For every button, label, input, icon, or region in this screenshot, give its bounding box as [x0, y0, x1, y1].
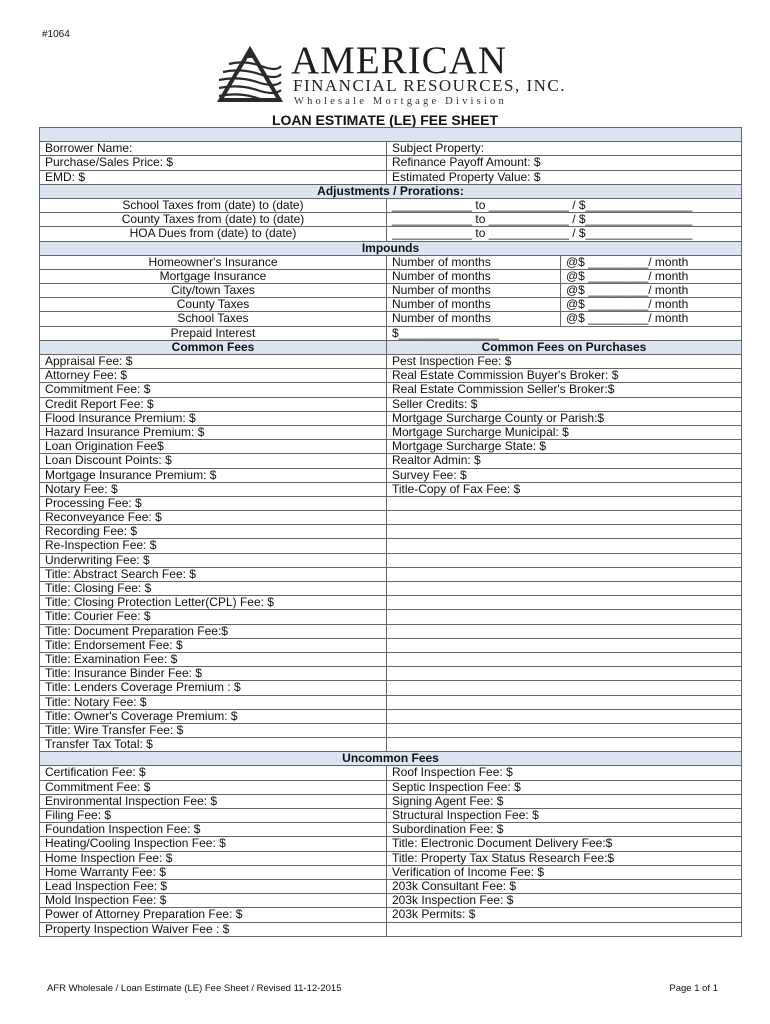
impound-label: County Taxes: [40, 298, 387, 312]
fee-field[interactable]: Title: Notary Fee: $: [40, 695, 387, 709]
fee-field[interactable]: Commitment Fee: $: [40, 780, 387, 794]
fee-field[interactable]: Survey Fee: $: [387, 468, 742, 482]
impound-row: [40, 312, 742, 326]
fee-field[interactable]: Lead Inspection Fee: $: [40, 879, 387, 893]
fee-field[interactable]: Mold Inspection Fee: $: [40, 894, 387, 908]
common-fees-header: [40, 340, 742, 354]
fee-field[interactable]: 203k Inspection Fee: $: [387, 894, 742, 908]
fee-field[interactable]: Recording Fee: $: [40, 525, 387, 539]
impound-months-field[interactable]: Number of months: [387, 255, 561, 269]
fee-field[interactable]: Environmental Inspection Fee: $: [40, 794, 387, 808]
fee-field[interactable]: Title: Owner's Coverage Premium: $: [40, 709, 387, 723]
fee-field[interactable]: Home Warranty Fee: $: [40, 865, 387, 879]
table-row: [40, 624, 742, 638]
fee-field[interactable]: Transfer Tax Total: $: [40, 738, 387, 752]
subject-property-field[interactable]: Subject Property:: [387, 142, 742, 156]
fee-field[interactable]: Structural Inspection Fee: $: [387, 809, 742, 823]
footer-page-number: Page 1 of 1: [669, 983, 718, 994]
fee-field[interactable]: [387, 496, 742, 510]
table-row: [40, 425, 742, 439]
company-logo: [215, 39, 567, 108]
fee-field[interactable]: Title-Copy of Fax Fee: $: [387, 482, 742, 496]
fee-field[interactable]: [387, 922, 742, 936]
adjustment-label: HOA Dues from (date) to (date): [40, 227, 387, 241]
header-band: [40, 128, 742, 142]
fee-field[interactable]: [387, 567, 742, 581]
footer-revision: AFR Wholesale / Loan Estimate (LE) Fee Sheet / Revised 11-12-2015: [47, 983, 342, 994]
uncommon-fees-title: Uncommon Fees: [40, 752, 742, 766]
fee-field[interactable]: [387, 511, 742, 525]
fee-field[interactable]: Re-Inspection Fee: $: [40, 539, 387, 553]
impound-rate-field[interactable]: @$ _________/ month: [561, 298, 742, 312]
table-row: [40, 723, 742, 737]
table-row: [40, 894, 742, 908]
table-row: [40, 879, 742, 893]
refinance-payoff-field[interactable]: Refinance Payoff Amount: $: [387, 156, 742, 170]
fee-field[interactable]: [387, 610, 742, 624]
fee-field[interactable]: Title: Document Preparation Fee:$: [40, 624, 387, 638]
table-row: [40, 695, 742, 709]
impound-label: School Taxes: [40, 312, 387, 326]
fee-field[interactable]: Seller Credits: $: [387, 397, 742, 411]
prepaid-interest-row: [40, 326, 742, 340]
table-row: [40, 411, 742, 425]
fee-field[interactable]: Commitment Fee: $: [40, 383, 387, 397]
impound-label: Homeowner's Insurance: [40, 255, 387, 269]
common-fees-list: [40, 355, 742, 752]
adjustment-label: County Taxes from (date) to (date): [40, 213, 387, 227]
fee-field[interactable]: Title: Endorsement Fee: $: [40, 638, 387, 652]
fee-field[interactable]: Real Estate Commission Buyer's Broker: $: [387, 369, 742, 383]
impound-months-field[interactable]: Number of months: [387, 298, 561, 312]
table-row: [40, 766, 742, 780]
fee-field[interactable]: Title: Electronic Document Delivery Fee:$: [387, 837, 742, 851]
fee-field[interactable]: [387, 709, 742, 723]
pyramid-flag-icon: [215, 44, 285, 104]
fee-field[interactable]: [387, 525, 742, 539]
fee-field[interactable]: [387, 553, 742, 567]
table-row: [40, 709, 742, 723]
impound-rate-field[interactable]: @$ _________/ month: [561, 255, 742, 269]
fee-field[interactable]: Certification Fee: $: [40, 766, 387, 780]
uncommon-fees-header: [40, 752, 742, 766]
fee-field[interactable]: [387, 624, 742, 638]
table-row: [40, 369, 742, 383]
fee-field[interactable]: Loan Origination Fee$: [40, 440, 387, 454]
document-number: #1064: [42, 29, 70, 40]
table-row: [40, 823, 742, 837]
fee-field[interactable]: [387, 582, 742, 596]
logo-division: Wholesale Mortgage Division: [294, 96, 507, 107]
fee-field[interactable]: Title: Insurance Binder Fee: $: [40, 667, 387, 681]
impound-row: [40, 284, 742, 298]
impound-months-field[interactable]: Number of months: [387, 312, 561, 326]
impound-row: [40, 269, 742, 283]
fee-field[interactable]: [387, 723, 742, 737]
fee-field[interactable]: Processing Fee: $: [40, 496, 387, 510]
fee-field[interactable]: Home Inspection Fee: $: [40, 851, 387, 865]
adjustment-row: [40, 227, 742, 241]
logo-subtitle: FINANCIAL RESOURCES, INC.: [293, 76, 567, 95]
table-row: [40, 397, 742, 411]
table-row: [40, 482, 742, 496]
table-row: [40, 865, 742, 879]
impound-months-field[interactable]: Number of months: [387, 269, 561, 283]
adjustments-title: Adjustments / Prorations:: [40, 184, 742, 198]
fee-field[interactable]: Loan Discount Points: $: [40, 454, 387, 468]
fee-field[interactable]: Title: Courier Fee: $: [40, 610, 387, 624]
fee-field[interactable]: Mortgage Surcharge Municipal: $: [387, 425, 742, 439]
table-row: [40, 652, 742, 666]
fee-field[interactable]: Verification of Income Fee: $: [387, 865, 742, 879]
impounds-title: Impounds: [40, 241, 742, 255]
fee-field[interactable]: Realtor Admin: $: [387, 454, 742, 468]
fee-field[interactable]: [387, 667, 742, 681]
adjustment-row: [40, 213, 742, 227]
table-row: [40, 454, 742, 468]
prepaid-interest-label: Prepaid Interest: [40, 326, 387, 340]
adjustment-input[interactable]: ____________ to ____________ / $________________: [387, 198, 742, 212]
fee-field[interactable]: Appraisal Fee: $: [40, 355, 387, 369]
emd-field[interactable]: EMD: $: [40, 170, 387, 184]
fee-field[interactable]: [387, 695, 742, 709]
fee-field[interactable]: Title: Lenders Coverage Premium : $: [40, 681, 387, 695]
fee-field[interactable]: Reconveyance Fee: $: [40, 511, 387, 525]
table-row: [40, 511, 742, 525]
fee-field[interactable]: Underwriting Fee: $: [40, 553, 387, 567]
table-row: [40, 794, 742, 808]
adjustment-input[interactable]: ____________ to ____________ / $________________: [387, 227, 742, 241]
table-row: [40, 837, 742, 851]
table-row: [40, 610, 742, 624]
fee-field[interactable]: Title: Closing Fee: $: [40, 582, 387, 596]
table-row: [40, 667, 742, 681]
impound-row: [40, 298, 742, 312]
fee-field[interactable]: Power of Attorney Preparation Fee: $: [40, 908, 387, 922]
page-title: LOAN ESTIMATE (LE) FEE SHEET: [271, 112, 499, 128]
impound-rate-field[interactable]: @$ _________/ month: [561, 312, 742, 326]
fee-field[interactable]: Mortgage Surcharge County or Parish:$: [387, 411, 742, 425]
borrower-row: [40, 142, 742, 156]
table-row: [40, 383, 742, 397]
fee-field[interactable]: [387, 638, 742, 652]
table-row: [40, 738, 742, 752]
fee-field[interactable]: Mortgage Insurance Premium: $: [40, 468, 387, 482]
table-row: [40, 355, 742, 369]
table-row: [40, 539, 742, 553]
fee-field[interactable]: Mortgage Surcharge State: $: [387, 440, 742, 454]
fee-field[interactable]: Property Inspection Waiver Fee : $: [40, 922, 387, 936]
fee-sheet-table: [39, 127, 742, 937]
fee-field[interactable]: Title: Property Tax Status Research Fee:$: [387, 851, 742, 865]
fee-field[interactable]: Hazard Insurance Premium: $: [40, 425, 387, 439]
price-row: [40, 156, 742, 170]
logo-name: AMERICAN: [291, 39, 508, 82]
emd-row: [40, 170, 742, 184]
table-row: [40, 468, 742, 482]
fee-field[interactable]: Attorney Fee: $: [40, 369, 387, 383]
impound-rate-field[interactable]: @$ _________/ month: [561, 269, 742, 283]
fee-field[interactable]: Pest Inspection Fee: $: [387, 355, 742, 369]
uncommon-fees-list: [40, 766, 742, 936]
impound-label: City/town Taxes: [40, 284, 387, 298]
adjustment-row: [40, 198, 742, 212]
impound-label: Mortgage Insurance: [40, 269, 387, 283]
fee-field[interactable]: [387, 681, 742, 695]
borrower-name-field[interactable]: Borrower Name:: [40, 142, 387, 156]
fee-field[interactable]: Flood Insurance Premium: $: [40, 411, 387, 425]
table-row: [40, 908, 742, 922]
impounds-header: [40, 241, 742, 255]
adjustments-header: [40, 184, 742, 198]
table-row: [40, 681, 742, 695]
common-fees-title: Common Fees: [40, 340, 387, 354]
fee-field[interactable]: Filing Fee: $: [40, 809, 387, 823]
impound-months-field[interactable]: Number of months: [387, 284, 561, 298]
adjustment-label: School Taxes from (date) to (date): [40, 198, 387, 212]
fee-field[interactable]: Notary Fee: $: [40, 482, 387, 496]
table-row: [40, 582, 742, 596]
impound-row: [40, 255, 742, 269]
table-row: [40, 440, 742, 454]
estimated-value-field[interactable]: Estimated Property Value: $: [387, 170, 742, 184]
fee-field[interactable]: Heating/Cooling Inspection Fee: $: [40, 837, 387, 851]
table-row: [40, 596, 742, 610]
fee-field[interactable]: Title: Examination Fee: $: [40, 652, 387, 666]
fee-field[interactable]: 203k Consultant Fee: $: [387, 879, 742, 893]
fee-field[interactable]: Roof Inspection Fee: $: [387, 766, 742, 780]
fee-field[interactable]: Title: Wire Transfer Fee: $: [40, 723, 387, 737]
fee-field[interactable]: Signing Agent Fee: $: [387, 794, 742, 808]
table-row: [40, 851, 742, 865]
table-row: [40, 780, 742, 794]
fee-field[interactable]: Title: Closing Protection Letter(CPL) Fee: $: [40, 596, 387, 610]
adjustment-input[interactable]: ____________ to ____________ / $________________: [387, 213, 742, 227]
fee-field[interactable]: Credit Report Fee: $: [40, 397, 387, 411]
prepaid-interest-field[interactable]: $_______________: [387, 326, 742, 340]
fee-field[interactable]: [387, 596, 742, 610]
table-row: [40, 638, 742, 652]
table-row: [40, 496, 742, 510]
fee-field[interactable]: [387, 539, 742, 553]
fee-field[interactable]: Real Estate Commission Seller's Broker:$: [387, 383, 742, 397]
fee-field[interactable]: [387, 738, 742, 752]
fee-field[interactable]: Subordination Fee: $: [387, 823, 742, 837]
fee-field[interactable]: Title: Abstract Search Fee: $: [40, 567, 387, 581]
table-row: [40, 922, 742, 936]
table-row: [40, 553, 742, 567]
impound-rate-field[interactable]: @$ _________/ month: [561, 284, 742, 298]
fee-field[interactable]: Foundation Inspection Fee: $: [40, 823, 387, 837]
table-row: [40, 809, 742, 823]
purchase-price-field[interactable]: Purchase/Sales Price: $: [40, 156, 387, 170]
fee-field[interactable]: [387, 652, 742, 666]
common-fees-purchases-title: Common Fees on Purchases: [387, 340, 742, 354]
fee-field[interactable]: Septic Inspection Fee: $: [387, 780, 742, 794]
table-row: [40, 525, 742, 539]
table-row: [40, 567, 742, 581]
fee-field[interactable]: 203k Permits: $: [387, 908, 742, 922]
